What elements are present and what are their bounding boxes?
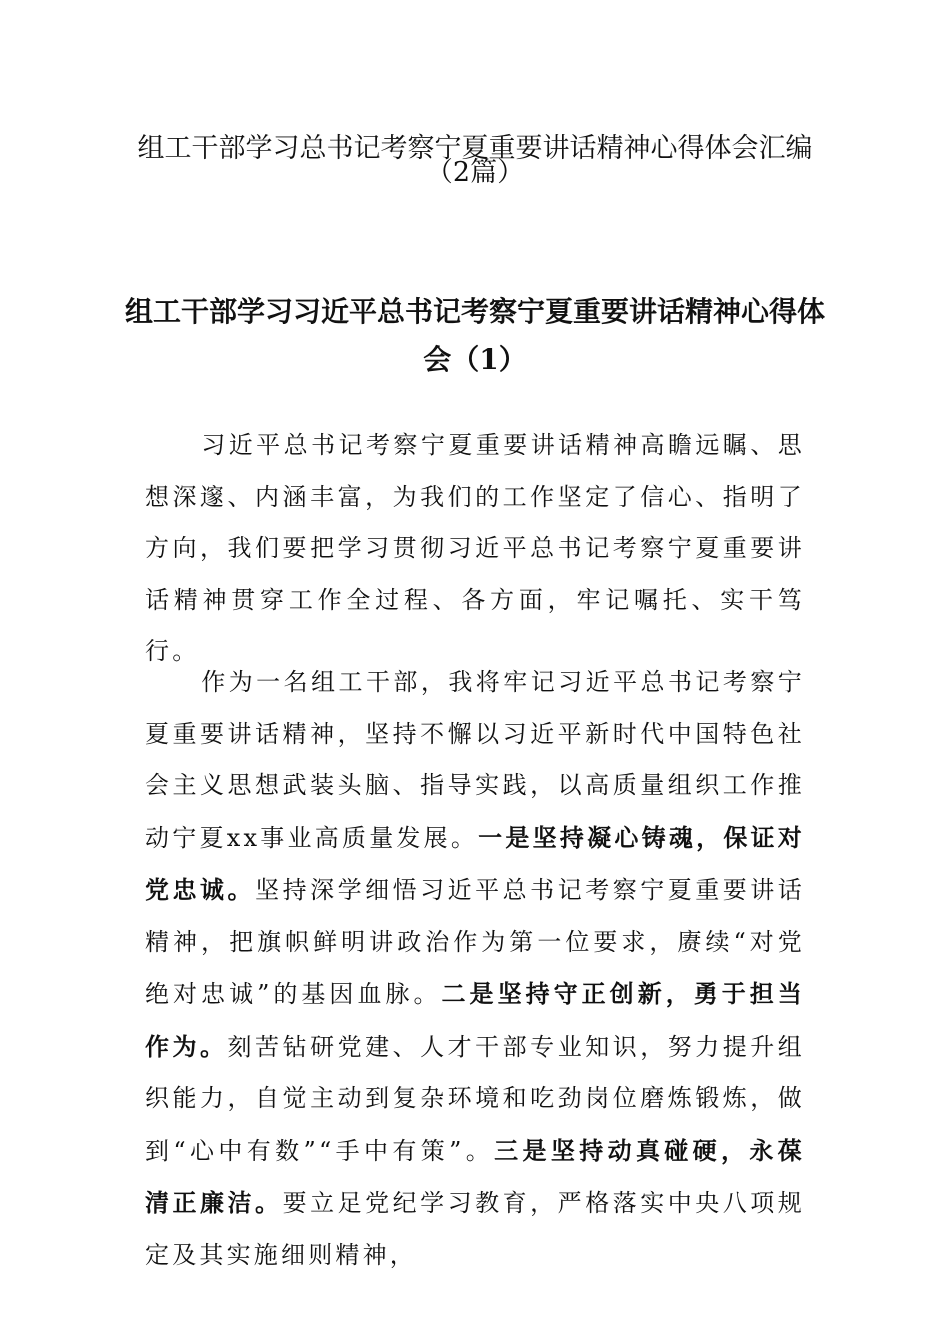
paragraph-2-text-a: 作为一名组工干部，我将牢记习近平总书记考察宁夏重要讲话精神，坚持不懈以习近平新时代中国特色社会主义思想武装头脑、指导实践，以高质量组织工作推动宁夏xx事业高质量发展。	[145, 668, 805, 852]
paragraph-2-text-c: 刻苦钻研党建、人才干部专业知识，努力提升组织能力，自觉主动到复杂环境和吃劲岗位磨炼锻炼，做到“心中有数”“手中有策”。	[145, 1032, 805, 1165]
paragraph-2-text-b: 坚持深学细悟习近平总书记考察宁夏重要讲话精神，把旗帜鲜明讲政治作为第一位要求，赓续“对党绝对忠诚”的基因血脉。	[145, 876, 805, 1008]
paragraph-1	[145, 420, 805, 678]
paragraph-1-text: 习近平总书记考察宁夏重要讲话精神高瞻远瞩、思想深邃、内涵丰富，为我们的工作坚定了信心、指明了方向，我们要把学习贯彻习近平总书记考察宁夏重要讲话精神贯穿工作全过程、各方面，牢记嘱托、实干笃行。	[145, 431, 805, 665]
article-title-line-1: 组工干部学习习近平总书记考察宁夏重要讲话精神心得体	[124, 295, 825, 328]
article-title-line-2: 会（1）	[423, 343, 527, 376]
point-3-heading: 三是坚持动真碰硬，永葆清正廉洁。	[145, 1135, 805, 1217]
paragraph-2	[145, 657, 805, 1281]
main-title-line-2: （2篇）	[425, 157, 525, 188]
main-title-line-1: 组工干部学习总书记考察宁夏重要讲话精神心得体会汇编	[137, 133, 813, 164]
point-2-heading: 二是坚持守正创新，勇于担当作为。	[145, 979, 806, 1061]
paragraph-2-text-d: 要立足党纪学习教育，严格落实中央八项规定及其实施细则精神，	[145, 1189, 805, 1269]
point-1-heading: 一是坚持凝心铸魂，保证对党忠诚。	[145, 822, 805, 904]
